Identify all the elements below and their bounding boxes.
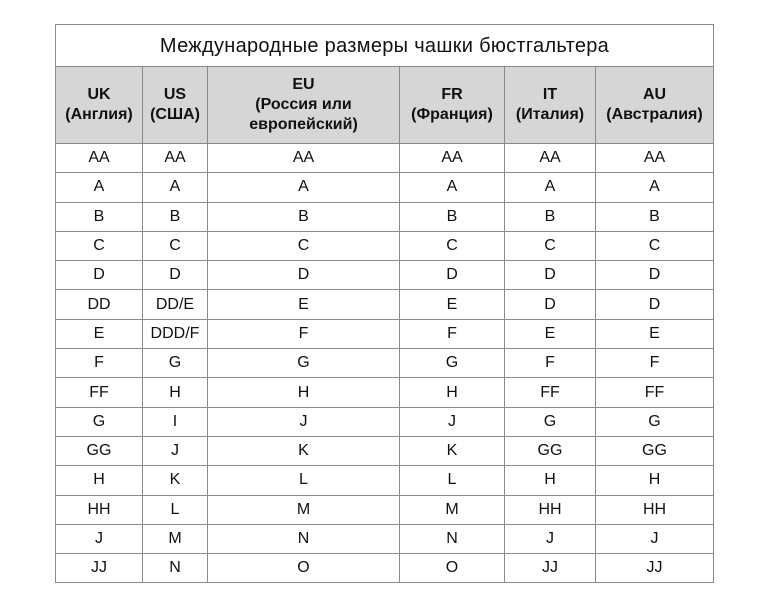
- cell-eu: C: [208, 231, 400, 260]
- cell-fr: E: [400, 290, 505, 319]
- cell-uk: H: [56, 466, 143, 495]
- table-header: [56, 67, 714, 144]
- cell-it: GG: [505, 436, 596, 465]
- cell-fr: M: [400, 495, 505, 524]
- cell-us: D: [143, 261, 208, 290]
- table-row: [56, 144, 714, 173]
- cell-au: F: [596, 349, 714, 378]
- cell-it: JJ: [505, 554, 596, 583]
- table-row: [56, 554, 714, 583]
- cell-it: AA: [505, 144, 596, 173]
- cell-us: B: [143, 202, 208, 231]
- header-us-code: US: [163, 86, 187, 103]
- cell-us: DD/E: [143, 290, 208, 319]
- table-row: [56, 319, 714, 348]
- cell-fr: H: [400, 378, 505, 407]
- cell-it: HH: [505, 495, 596, 524]
- cell-eu: AA: [208, 144, 400, 173]
- cell-uk: AA: [56, 144, 143, 173]
- cell-uk: J: [56, 524, 143, 553]
- table-row: [56, 231, 714, 260]
- cell-uk: G: [56, 407, 143, 436]
- cell-au: D: [596, 290, 714, 319]
- header-fr-code: FR: [441, 86, 463, 103]
- table-row: [56, 173, 714, 202]
- header-eu-code: EU: [292, 76, 315, 93]
- table-row: [56, 378, 714, 407]
- cell-it: FF: [505, 378, 596, 407]
- cell-it: J: [505, 524, 596, 553]
- table-row: [56, 524, 714, 553]
- cell-it: G: [505, 407, 596, 436]
- header-it-code: IT: [542, 86, 558, 103]
- cell-uk: B: [56, 202, 143, 231]
- cell-au: D: [596, 261, 714, 290]
- cell-au: GG: [596, 436, 714, 465]
- cell-fr: G: [400, 349, 505, 378]
- size-table-container: [55, 24, 714, 583]
- cell-uk: GG: [56, 436, 143, 465]
- table-row: [56, 202, 714, 231]
- header-it: [505, 67, 596, 144]
- header-fr: [400, 67, 505, 144]
- header-au-code: AU: [642, 86, 667, 103]
- cell-us: J: [143, 436, 208, 465]
- header-uk-region: (Англия): [65, 106, 133, 123]
- cell-eu: L: [208, 466, 400, 495]
- cell-fr: K: [400, 436, 505, 465]
- cup-size-table: [55, 24, 714, 583]
- table-row: [56, 261, 714, 290]
- cell-eu: D: [208, 261, 400, 290]
- cell-eu: N: [208, 524, 400, 553]
- cell-us: N: [143, 554, 208, 583]
- cell-uk: E: [56, 319, 143, 348]
- cell-fr: D: [400, 261, 505, 290]
- cell-fr: O: [400, 554, 505, 583]
- cell-fr: L: [400, 466, 505, 495]
- cell-us: DDD/F: [143, 319, 208, 348]
- cell-it: D: [505, 290, 596, 319]
- cell-uk: HH: [56, 495, 143, 524]
- header-eu-region: (Россия или европейский): [249, 96, 358, 133]
- table-row: [56, 436, 714, 465]
- cell-it: A: [505, 173, 596, 202]
- table-title: Международные размеры чашки бюстгальтера: [55, 24, 714, 66]
- cell-au: E: [596, 319, 714, 348]
- cell-uk: A: [56, 173, 143, 202]
- cell-eu: F: [208, 319, 400, 348]
- cell-au: J: [596, 524, 714, 553]
- header-us: [143, 67, 208, 144]
- table-row: [56, 290, 714, 319]
- cell-us: AA: [143, 144, 208, 173]
- cell-fr: A: [400, 173, 505, 202]
- header-us-region: (США): [150, 106, 200, 123]
- cell-eu: J: [208, 407, 400, 436]
- cell-us: L: [143, 495, 208, 524]
- cell-fr: N: [400, 524, 505, 553]
- cell-us: A: [143, 173, 208, 202]
- cell-it: H: [505, 466, 596, 495]
- cell-au: JJ: [596, 554, 714, 583]
- cell-au: C: [596, 231, 714, 260]
- header-au: [596, 67, 714, 144]
- cell-us: K: [143, 466, 208, 495]
- cell-it: E: [505, 319, 596, 348]
- cell-us: H: [143, 378, 208, 407]
- cell-eu: M: [208, 495, 400, 524]
- cell-us: C: [143, 231, 208, 260]
- header-uk: [56, 67, 143, 144]
- cell-eu: B: [208, 202, 400, 231]
- cell-au: A: [596, 173, 714, 202]
- table-row: [56, 495, 714, 524]
- cell-au: H: [596, 466, 714, 495]
- cell-fr: C: [400, 231, 505, 260]
- cell-us: M: [143, 524, 208, 553]
- cell-eu: H: [208, 378, 400, 407]
- cell-eu: A: [208, 173, 400, 202]
- cell-us: G: [143, 349, 208, 378]
- table-row: [56, 407, 714, 436]
- cell-us: I: [143, 407, 208, 436]
- header-uk-code: UK: [87, 86, 111, 103]
- header-fr-region: (Франция): [411, 106, 493, 123]
- cell-uk: DD: [56, 290, 143, 319]
- cell-au: AA: [596, 144, 714, 173]
- cell-eu: O: [208, 554, 400, 583]
- table-row: [56, 466, 714, 495]
- cell-uk: C: [56, 231, 143, 260]
- cell-eu: E: [208, 290, 400, 319]
- header-eu: [208, 67, 400, 144]
- cell-it: C: [505, 231, 596, 260]
- cell-it: B: [505, 202, 596, 231]
- table-body: [56, 144, 714, 583]
- cell-fr: J: [400, 407, 505, 436]
- cell-it: F: [505, 349, 596, 378]
- cell-uk: JJ: [56, 554, 143, 583]
- cell-uk: FF: [56, 378, 143, 407]
- cell-eu: K: [208, 436, 400, 465]
- header-au-region: (Австралия): [606, 106, 703, 123]
- header-it-region: (Италия): [515, 106, 585, 123]
- cell-au: HH: [596, 495, 714, 524]
- cell-eu: G: [208, 349, 400, 378]
- cell-it: D: [505, 261, 596, 290]
- header-row: [56, 67, 714, 144]
- cell-fr: B: [400, 202, 505, 231]
- cell-fr: F: [400, 319, 505, 348]
- cell-au: FF: [596, 378, 714, 407]
- cell-uk: D: [56, 261, 143, 290]
- cell-uk: F: [56, 349, 143, 378]
- cell-fr: AA: [400, 144, 505, 173]
- table-row: [56, 349, 714, 378]
- cell-au: G: [596, 407, 714, 436]
- cell-au: B: [596, 202, 714, 231]
